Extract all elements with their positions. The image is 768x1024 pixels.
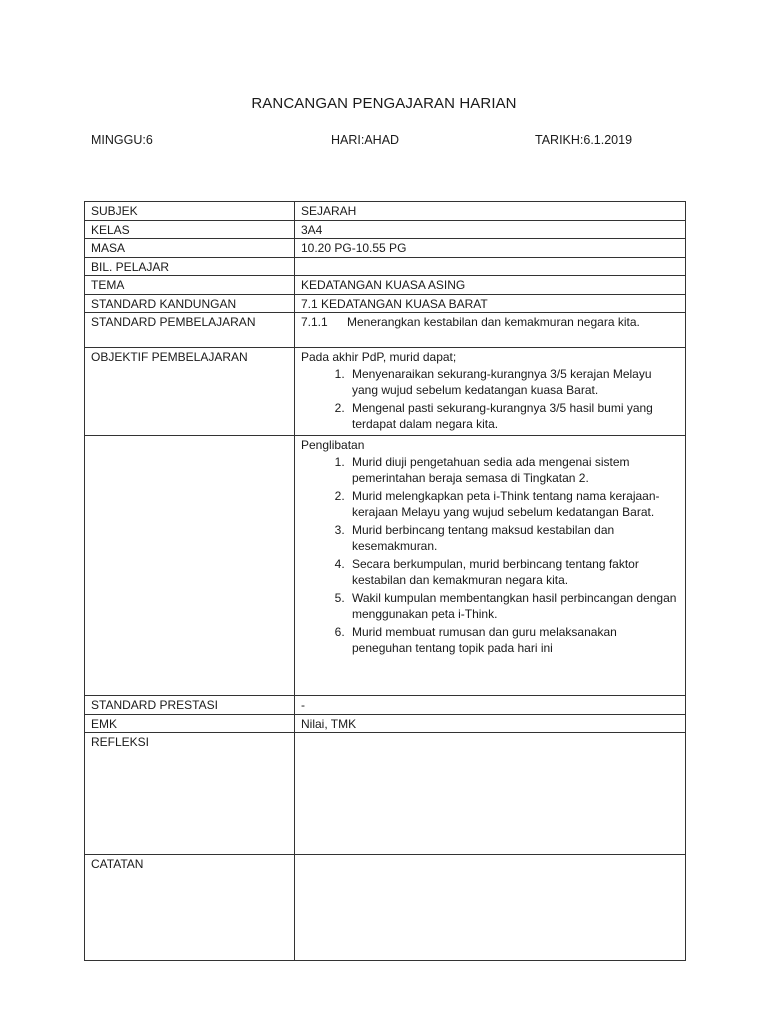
value-emk: Nilai, TMK	[295, 714, 686, 733]
table-row-catatan	[85, 855, 686, 961]
table-row-aktiviti	[85, 436, 686, 696]
aktiviti-intro: Penglibatan	[301, 438, 365, 452]
label-emk: EMK	[85, 714, 295, 733]
table-row-emk	[85, 714, 686, 733]
label-subjek: SUBJEK	[85, 202, 295, 221]
value-aktiviti	[295, 436, 686, 696]
list-item: 2. Murid melengkapkan peta i-Think tentang nama kerajaan-kerajaan Melayu yang wujud sebelum kedatangan Barat.	[348, 488, 679, 521]
list-item: 5. Wakil kumpulan membentangkan hasil perbincangan dengan menggunakan peta i-Think.	[348, 590, 679, 623]
table-row-refleksi	[85, 733, 686, 855]
label-standard-prestasi: STANDARD PRESTASI	[85, 696, 295, 715]
list-item: 1. Murid diuji pengetahuan sedia ada mengenai sistem pemerintahan beraja semasa di Tingkatan 2.	[348, 454, 679, 487]
document-title: RANCANGAN PENGAJARAN HARIAN	[251, 95, 517, 112]
objektif-list	[301, 366, 679, 433]
label-kelas: KELAS	[85, 220, 295, 239]
standard-code: 7.1.1	[301, 315, 328, 329]
label-refleksi: REFLEKSI	[85, 733, 295, 855]
value-bil-pelajar	[295, 257, 686, 276]
value-standard-pembelajaran	[295, 313, 686, 348]
list-item: 3. Murid berbincang tentang maksud kestabilan dan kesemakmuran.	[348, 522, 679, 555]
lesson-plan-table	[84, 201, 686, 961]
label-masa: MASA	[85, 239, 295, 258]
value-masa: 10.20 PG-10.55 PG	[295, 239, 686, 258]
list-item: 4. Secara berkumpulan, murid berbincang tentang faktor kestabilan dan kemakmuran negara kita.	[348, 556, 679, 589]
label-catatan: CATATAN	[85, 855, 295, 961]
label-standard-pembelajaran: STANDARD PEMBELAJARAN	[85, 313, 295, 348]
value-objektif	[295, 348, 686, 436]
table-row-tema	[85, 276, 686, 295]
tarikh-field: TARIKH:6.1.2019	[535, 133, 633, 147]
list-item: 6. Murid membuat rumusan dan guru melaksanakan peneguhan tentang topik pada hari ini	[348, 624, 679, 657]
value-catatan	[295, 855, 686, 961]
value-tema: KEDATANGAN KUASA ASING	[295, 276, 686, 295]
minggu-field: MINGGU:6	[91, 133, 153, 147]
aktiviti-list	[301, 454, 679, 657]
table-row-standard-pembelajaran	[85, 313, 686, 348]
value-subjek: SEJARAH	[295, 202, 686, 221]
value-kelas: 3A4	[295, 220, 686, 239]
table-row-objektif	[85, 348, 686, 436]
label-aktiviti	[85, 436, 295, 696]
table-row-standard-prestasi	[85, 696, 686, 715]
table-row-standard-kandungan	[85, 294, 686, 313]
label-bil-pelajar: BIL. PELAJAR	[85, 257, 295, 276]
value-standard-kandungan: 7.1 KEDATANGAN KUASA BARAT	[295, 294, 686, 313]
table-row-kelas	[85, 220, 686, 239]
value-refleksi	[295, 733, 686, 855]
hari-field: HARI:AHAD	[331, 133, 400, 147]
label-standard-kandungan: STANDARD KANDUNGAN	[85, 294, 295, 313]
table-row-subjek	[85, 202, 686, 221]
table-row-bil-pelajar	[85, 257, 686, 276]
objektif-intro: Pada akhir PdP, murid dapat;	[301, 350, 457, 364]
value-standard-prestasi: -	[295, 696, 686, 715]
standard-description: Menerangkan kestabilan dan kemakmuran negara kita.	[347, 315, 640, 329]
label-objektif: OBJEKTIF PEMBELAJARAN	[85, 348, 295, 436]
list-item: 2. Mengenal pasti sekurang-kurangnya 3/5 hasil bumi yang terdapat dalam negara kita.	[348, 400, 679, 433]
list-item: 1. Menyenaraikan sekurang-kurangnya 3/5 kerajan Melayu yang wujud sebelum kedatangan kuasa Barat.	[348, 366, 679, 399]
table-row-masa	[85, 239, 686, 258]
label-tema: TEMA	[85, 276, 295, 295]
